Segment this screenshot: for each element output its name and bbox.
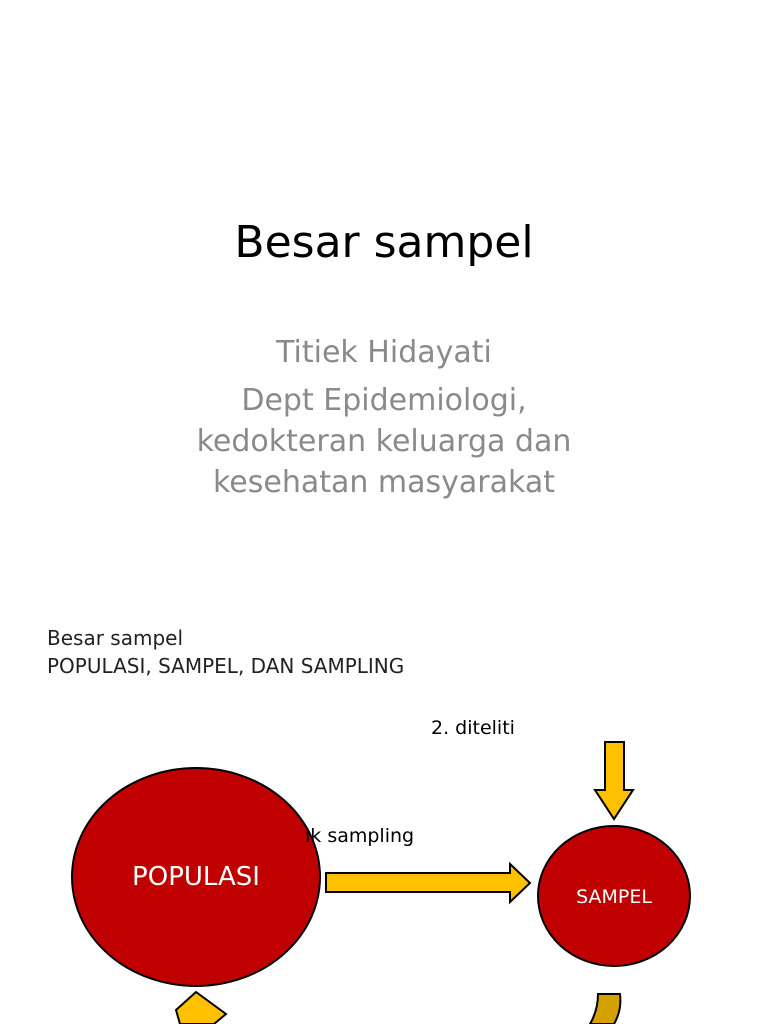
diteliti-label: 2. diteliti [431,717,515,739]
dept-line-1: Dept Epidemiologi, [241,383,527,418]
dept-line-3: kesehatan masyarakat [212,465,556,500]
dept-line-2: kedokteran keluarga dan [196,424,572,459]
arrow-up-left [176,992,226,1024]
sampel-label: SAMPEL [576,886,652,908]
department [0,380,768,503]
author-name: Titiek Hidayati [276,335,492,370]
slide-subheading: POPULASI, SAMPEL, DAN SAMPLING [47,654,405,678]
teknik-sampling-text: ik sampling [305,825,415,847]
sampling-diagram [0,600,768,1024]
teknik-sampling-label [305,824,440,848]
populasi-label: POPULASI [132,862,260,892]
diagram-slide [0,600,768,1024]
arrow-curved-right [590,994,620,1024]
arrow-right [326,864,530,902]
arrow-down [595,742,633,819]
slide-heading: Besar sampel [47,626,183,650]
slide-title: Besar sampel [234,217,534,268]
